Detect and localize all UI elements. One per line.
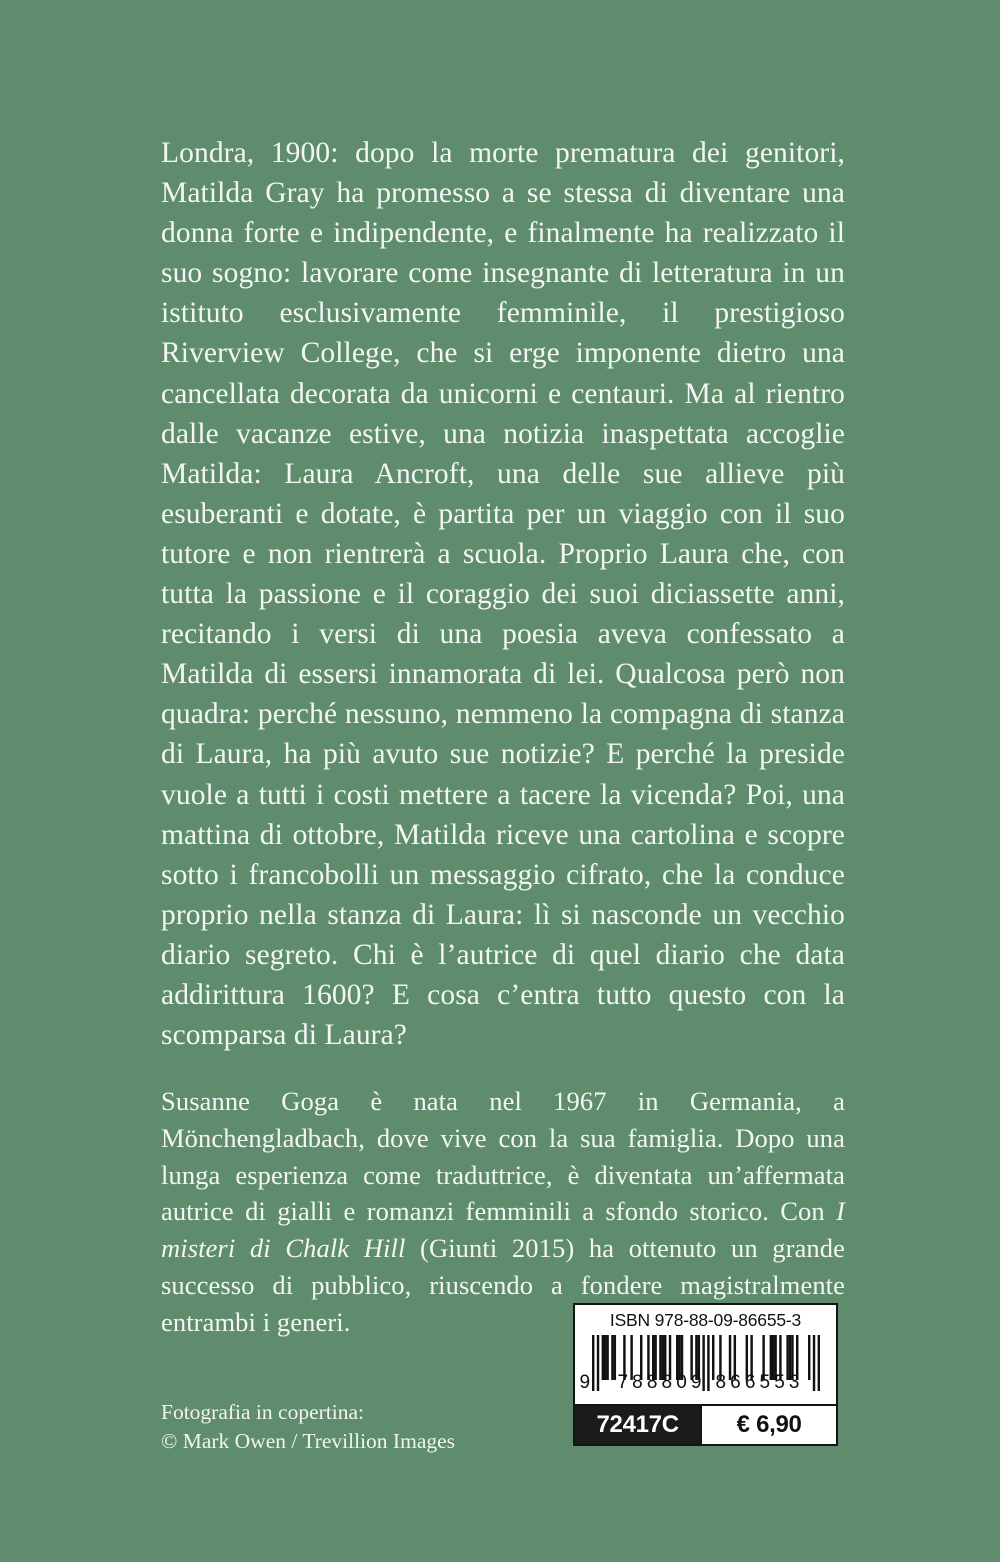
bio-part-one: Susanne Goga è nata nel 1967 in Germania, a Mönchengladbach, dove vive con la sua famiglia. Dopo una lunga esperienza come traduttrice, è diventata un’affermata autrice di gialli e romanzi femminili a sfondo storico. Con: [161, 1086, 845, 1227]
photo-credit: [161, 1398, 455, 1456]
barcode-digit: 8: [646, 1372, 658, 1393]
bio-part-two: (Giunti 2015) ha ottenuto un grande successo di pubblico, riuscendo a fondere magistralmente entrambi i generi.: [161, 1233, 845, 1337]
barcode-digit: 9: [690, 1372, 702, 1393]
barcode-digit: 7: [617, 1372, 629, 1393]
barcode-digit: 5: [759, 1372, 771, 1393]
bio-book-title: I misteri di Chalk Hill: [161, 1196, 845, 1264]
barcode-digit: 6: [744, 1372, 756, 1393]
barcode-lead-digit: 9: [579, 1372, 591, 1393]
barcode-block: [573, 1303, 838, 1446]
barcode-digit: 5: [774, 1372, 785, 1393]
barcode-lower-section: [575, 1404, 836, 1444]
barcode-bars-icon: [592, 1335, 820, 1391]
book-description-text: Londra, 1900: dopo la morte prematura dei genitori, Matilda Gray ha promesso a se stessa di diventare una donna forte e indipendente, e finalmente ha realizzato il suo sogno: lavorare come insegnante di letteratura in un istituto esclusivamente femminile, il prestigioso Riverview College, che si erge imponente dietro una cancellata decorata da unicorni e centauri. Ma al rientro dalle vacanze estive, una notizia inaspettata accoglie Matilda: Laura Ancroft, una delle sue allieve più esuberanti e dotate, è partita per un viaggio con il suo tutore e non rientrerà a scuola. Proprio Laura che, con tutta la passione e il coraggio dei suoi diciassette anni, recitando i versi di una poesia aveva confessato a Matilda di essersi innamorata di lei. Qualcosa però non quadra: perché nessuno, nemmeno la compagna di stanza di Laura, ha più avuto sue notizie? E perché la preside vuole a tutti i costi mettere a tacere la vicenda? Poi, una mattina di ottobre, Matilda riceve una cartolina e scopre sotto i francobolli un messaggio cifrato, che la conduce proprio nella stanza di Laura: lì si nasconde un vecchio diario segreto. Chi è l’autrice di quel diario che data addirittura 1600? E cosa c’entra tutto questo con la scomparsa di Laura?: [161, 137, 845, 1052]
isbn-label: ISBN 978-88-09-86655-3: [609, 1310, 802, 1330]
photo-credit-line-1: Fotografia in copertina:: [161, 1400, 364, 1424]
barcode-digit: 3: [788, 1372, 800, 1393]
barcode-upper-section: [575, 1305, 836, 1404]
barcode-digit: 0: [676, 1372, 687, 1393]
author-biography: [161, 1083, 845, 1341]
barcode-symbol: [579, 1335, 820, 1393]
barcode-digit: 8: [632, 1372, 643, 1393]
price-label: € 6,90: [700, 1406, 836, 1444]
barcode-digit: 8: [661, 1372, 673, 1393]
book-description: [161, 133, 845, 1055]
product-code: 72417C: [575, 1406, 700, 1444]
barcode-digit: 6: [730, 1372, 741, 1393]
author-biography-text: [161, 1083, 845, 1341]
photo-credit-line-2: © Mark Owen / Trevillion Images: [161, 1429, 456, 1453]
barcode-digit: 8: [715, 1372, 727, 1393]
